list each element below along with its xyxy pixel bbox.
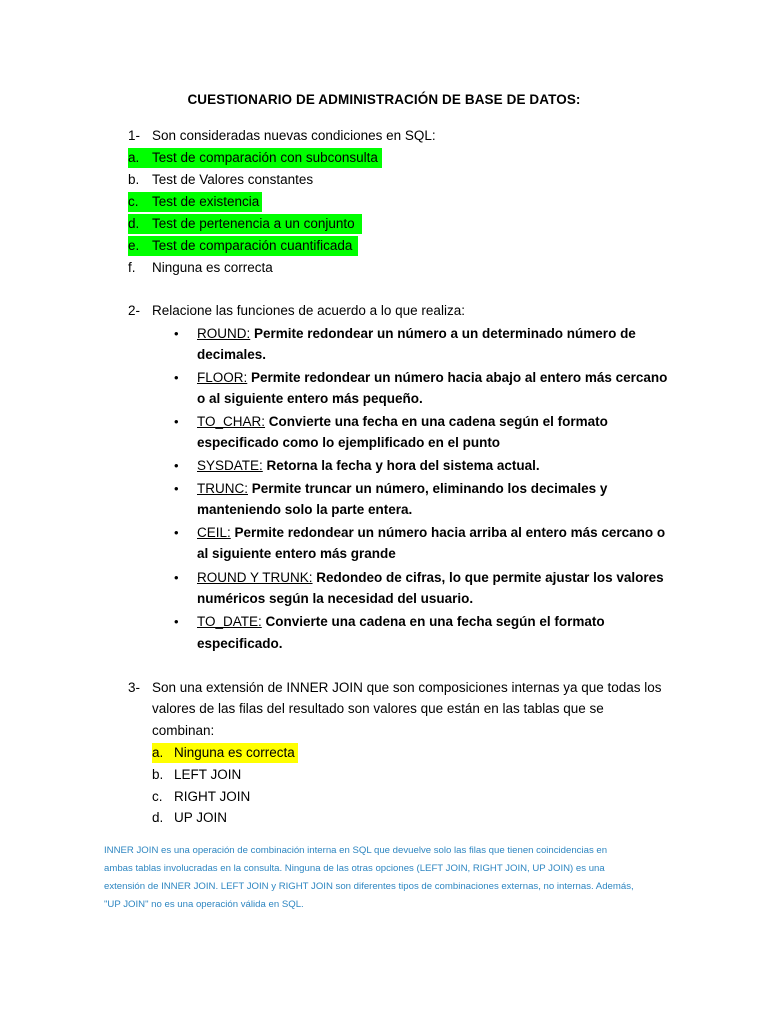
function-description: Redondeo de cifras, lo que permite ajustar los valores — [312, 570, 664, 585]
option-text: Ninguna es correcta — [174, 745, 295, 760]
bullet-icon: • — [174, 414, 179, 429]
function-term: TRUNC: — [197, 481, 248, 496]
bullet-icon: • — [174, 570, 179, 585]
function-description: manteniendo solo la parte entera. — [197, 502, 413, 517]
option-letter: c. — [152, 789, 163, 804]
option-text: Test de Valores constantes — [152, 172, 314, 187]
function-term: ROUND Y TRUNK: — [197, 570, 313, 585]
bullet-icon: • — [174, 481, 179, 496]
option-letter: b. — [152, 767, 164, 782]
question-1-text: Son consideradas nuevas condiciones en SQL: — [152, 128, 436, 143]
function-description: Convierte una fecha en una cadena según el formato — [265, 414, 608, 429]
function-term: ROUND: — [197, 326, 251, 341]
question-2-text: Relacione las funciones de acuerdo a lo que realiza: — [152, 303, 465, 318]
option-text: Test de existencia — [152, 194, 260, 209]
option-text: Test de comparación cuantificada — [152, 238, 353, 253]
function-description: decimales. — [197, 347, 267, 362]
option-letter: a. — [152, 745, 164, 760]
bullet-icon: • — [174, 525, 179, 540]
question-3-number: 3- — [128, 680, 141, 695]
question-1-number: 1- — [128, 128, 141, 143]
function-description: especificado. — [197, 636, 283, 651]
option-letter: e. — [128, 238, 140, 253]
option-text: Test de pertenencia a un conjunto — [152, 216, 355, 231]
function-description: al siguiente entero más grande — [197, 546, 396, 561]
function-description: Permite redondear un número hacia abajo al entero más cercano — [247, 370, 668, 385]
note-line: INNER JOIN es una operación de combinación interna en SQL que devuelve solo las filas que tienen coincidencias en — [104, 845, 608, 856]
document-title: CUESTIONARIO DE ADMINISTRACIÓN DE BASE DE DATOS: — [187, 92, 581, 107]
option-letter: f. — [128, 260, 136, 275]
function-term: CEIL: — [197, 525, 231, 540]
function-description: Permite redondear un número hacia arriba al entero más cercano o — [230, 525, 666, 540]
question-2-number: 2- — [128, 303, 141, 318]
function-description: o al siguiente entero más pequeño. — [197, 391, 423, 406]
explanation-note — [104, 842, 664, 914]
note-line: "UP JOIN" no es una operación válida en SQL. — [104, 899, 304, 910]
function-term: TO_DATE: — [197, 614, 262, 629]
option-text: UP JOIN — [174, 810, 228, 825]
option-letter: c. — [128, 194, 139, 209]
function-term: FLOOR: — [197, 370, 248, 385]
option-letter: b. — [128, 172, 140, 187]
function-description: Convierte una cadena en una fecha según el formato — [261, 614, 605, 629]
question-3-text-line2: valores de las filas del resultado son valores que están en las tablas que se — [152, 701, 604, 716]
option-letter: d. — [128, 216, 140, 231]
bullet-icon: • — [174, 458, 179, 473]
bullet-icon: • — [174, 614, 179, 629]
option-text: LEFT JOIN — [174, 767, 242, 782]
option-text: Test de comparación con subconsulta — [152, 150, 378, 165]
option-letter: d. — [152, 810, 164, 825]
bullet-icon: • — [174, 370, 179, 385]
note-line: extensión de INNER JOIN. LEFT JOIN y RIGHT JOIN son diferentes tipos de combinaciones externas, no internas. Además, — [104, 881, 634, 892]
function-term: TO_CHAR: — [197, 414, 266, 429]
function-term: SYSDATE: — [197, 458, 263, 473]
question-3-text-line1: Son una extensión de INNER JOIN que son composiciones internas ya que todas los — [152, 680, 662, 695]
question-3-text-line3: combinan: — [152, 723, 215, 738]
function-description: numéricos según la necesidad del usuario. — [197, 591, 474, 606]
function-description: Retorna la fecha y hora del sistema actual. — [262, 458, 540, 473]
bullet-icon: • — [174, 326, 179, 341]
function-description: Permite redondear un número a un determinado número de — [250, 326, 636, 341]
note-line: ambas tablas involucradas en la consulta. Ninguna de las otras opciones (LEFT JOIN, RIGHT JOIN, UP JOIN) es una — [104, 863, 605, 874]
option-text: RIGHT JOIN — [174, 789, 251, 804]
option-text: Ninguna es correcta — [152, 260, 273, 275]
option-letter: a. — [128, 150, 140, 165]
function-description: Permite truncar un número, eliminando los decimales y — [248, 481, 608, 496]
function-description: especificado como lo ejemplificado en el punto — [197, 435, 501, 450]
